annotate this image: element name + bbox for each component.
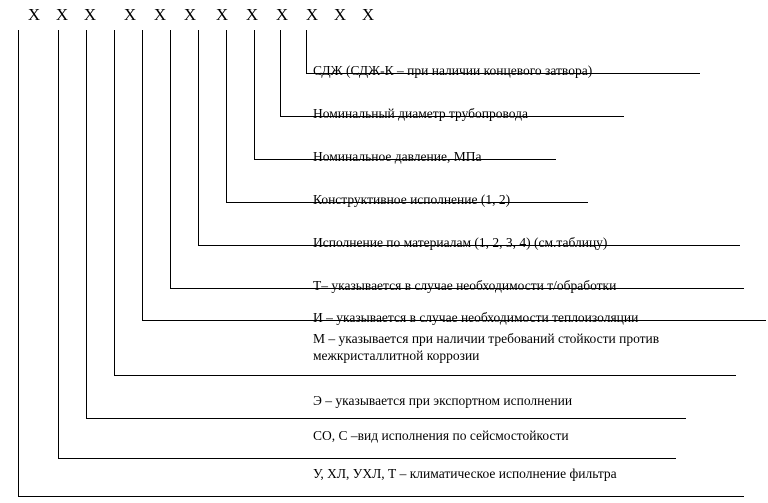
leader-label-3: Номинальное давление, МПа [313,149,482,164]
leader-label-9: Э – указывается при экспортном исполнении [313,393,573,408]
leader-label-5: Исполнение по материалам (1, 2, 3, 4) (см.таблицу) [313,235,608,250]
leader-stem-1 [306,30,307,73]
symbol-mark: X [153,5,167,24]
leader-label-1: СДЖ (СДЖ-К – при наличии концевого затвора) [313,63,593,78]
leader-label-2: Номинальный диаметр трубопровода [313,106,528,121]
symbol-mark: X [333,5,347,24]
leader-label-6: Т– указывается в случае необходимости т/обработки [313,278,617,293]
leader-stem-10 [58,30,59,458]
leader-rule-9 [86,418,686,419]
leader-rule-10 [58,458,676,459]
leader-stem-5 [198,30,199,245]
leader-stem-2 [280,30,281,116]
leader-stem-6 [170,30,171,288]
leader-label-4: Конструктивное исполнение (1, 2) [313,192,511,207]
symbol-mark: X [55,5,69,24]
symbol-mark: X [215,5,229,24]
leader-label-7: И – указывается в случае необходимости теплоизоляции [313,310,639,325]
leader-rule-11 [18,496,744,497]
leader-stem-7 [142,30,143,320]
leader-stem-11 [18,30,19,496]
leader-stem-8 [114,30,115,375]
symbol-mark: X [245,5,259,24]
symbol-mark: X [83,5,97,24]
leader-stem-3 [254,30,255,159]
symbol-mark: X [27,5,41,24]
leader-stem-4 [226,30,227,202]
leader-rule-8 [114,375,736,376]
symbol-mark: X [183,5,197,24]
symbol-marks-row [0,4,768,34]
leader-stem-9 [86,30,87,418]
leader-label-10: СО, С –вид исполнения по сейсмостойкости [313,428,569,443]
symbol-mark: X [305,5,319,24]
leader-label-8: М – указывается при наличии требований стойкости против межкристаллитной коррозии [313,331,660,363]
symbol-mark: X [123,5,137,24]
symbol-mark: X [275,5,289,24]
symbol-mark: X [361,5,375,24]
leader-label-11: У, ХЛ, УХЛ, Т – климатическое исполнение фильтра [313,466,617,481]
